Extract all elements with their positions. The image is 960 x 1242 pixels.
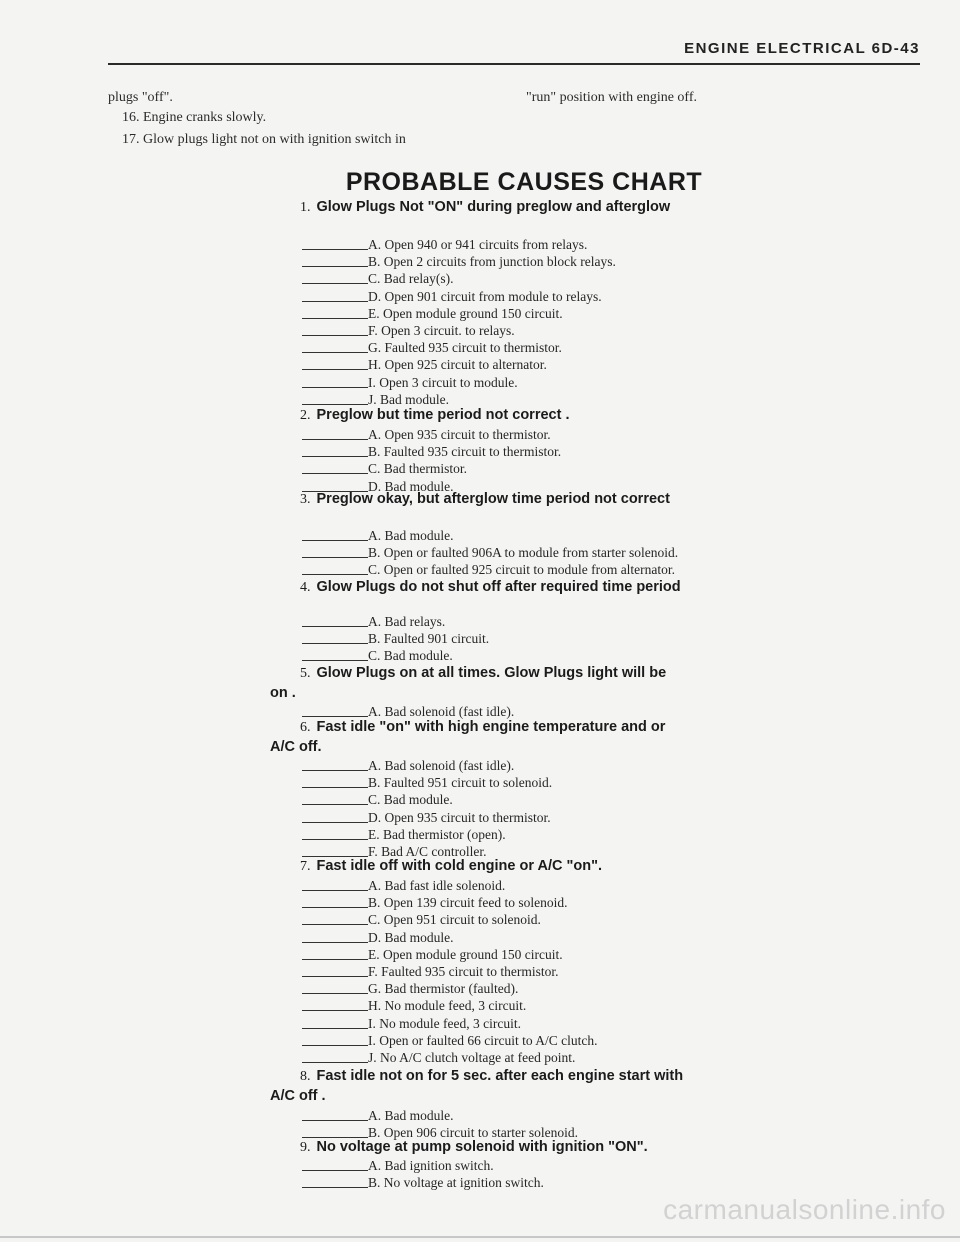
cause-item [302,561,675,578]
check-blank[interactable] [302,963,368,977]
check-blank[interactable] [302,997,368,1011]
section-heading [300,718,750,737]
cause-item-text: C. Open or faulted 925 circuit to module from alternator. [368,562,676,577]
cause-item [302,443,561,460]
section-heading [300,1067,750,1086]
section-heading-text: Glow Plugs Not "ON" during preglow and afterglow [316,199,671,215]
cause-item-text: F. Bad A/C controller. [368,844,487,859]
check-blank[interactable] [302,391,368,405]
cause-item-text: C. Bad relay(s). [368,271,454,286]
cause-item-text: G. Faulted 935 circuit to thermistor. [368,340,562,355]
section-heading-text: Glow Plugs on at all times. Glow Plugs light will be [316,665,667,681]
check-blank[interactable] [302,1107,368,1121]
check-blank[interactable] [302,929,368,943]
cause-item [302,647,453,664]
cause-item [302,826,506,843]
section-heading [300,490,750,509]
check-blank[interactable] [302,843,368,857]
cause-item [302,305,563,322]
section-heading [300,198,750,217]
cause-item-text: C. Open 951 circuit to solenoid. [368,912,541,927]
cause-item [302,1107,454,1124]
cause-item [302,963,559,980]
check-blank[interactable] [302,809,368,823]
cause-item [302,544,678,561]
cause-item [302,791,453,808]
intro-line: plugs "off". [108,90,173,105]
cause-item-text: A. Bad solenoid (fast idle). [368,758,515,773]
cause-item-text: B. Open 139 circuit feed to solenoid. [368,895,568,910]
cause-item [302,1049,575,1066]
section-heading-text: No voltage at pump solenoid with ignition "ON". [316,1139,648,1155]
intro-line: 16. Engine cranks slowly. [122,110,267,125]
cause-item [302,877,505,894]
section-heading-text: Preglow okay, but afterglow time period not correct [316,491,670,507]
section-heading-text: Glow Plugs do not shut off after required time period [316,579,681,595]
check-blank[interactable] [302,647,368,661]
check-blank[interactable] [302,877,368,891]
section-number: 8. [300,1069,311,1084]
cause-item [302,997,526,1014]
cause-item-text: B. Faulted 951 circuit to solenoid. [368,775,553,790]
cause-item [302,288,602,305]
cause-item-text: E. Open module ground 150 circuit. [368,306,563,321]
cause-item-text: H. Open 925 circuit to alternator. [368,357,547,372]
check-blank[interactable] [302,544,368,558]
cause-item-text: A. Bad module. [368,528,454,543]
cause-item-text: A. Bad module. [368,1108,454,1123]
cause-item [302,774,552,791]
section-number: 9. [300,1140,311,1155]
cause-item-text: F. Faulted 935 circuit to thermistor. [368,964,559,979]
check-blank[interactable] [302,1124,368,1138]
cause-item [302,426,551,443]
cause-item-text: B. Open 906 circuit to starter solenoid. [368,1125,578,1140]
cause-item-text: F. Open 3 circuit. to relays. [368,323,515,338]
check-blank[interactable] [302,288,368,302]
check-blank[interactable] [302,426,368,440]
check-blank[interactable] [302,1174,368,1188]
check-blank[interactable] [302,894,368,908]
cause-item-text: A. Bad ignition switch. [368,1158,494,1173]
check-blank[interactable] [302,980,368,994]
cause-item-text: C. Bad module. [368,792,453,807]
cause-item-text: E. Open module ground 150 circuit. [368,947,563,962]
check-blank[interactable] [302,305,368,319]
cause-item [302,613,445,630]
cause-item-text: A. Open 935 circuit to thermistor. [368,427,551,442]
check-blank[interactable] [302,1015,368,1029]
cause-item-text: J. Bad module. [368,392,449,407]
cause-item [302,1174,544,1191]
section-heading-continuation: A/C off . [270,1088,326,1104]
section-heading-continuation: A/C off. [270,739,322,755]
section-heading [300,1138,750,1157]
check-blank[interactable] [302,774,368,788]
cause-item [302,236,587,253]
section-heading-text: Preglow but time period not correct . [316,407,570,423]
section-heading-text: Fast idle off with cold engine or A/C "on". [316,858,602,874]
cause-item [302,911,541,928]
cause-item-text: A. Bad solenoid (fast idle). [368,704,515,719]
section-heading [300,664,750,683]
cause-item-text: A. Open 940 or 941 circuits from relays. [368,237,588,252]
check-blank[interactable] [302,339,368,353]
cause-item [302,757,514,774]
section-heading [300,406,750,425]
check-blank[interactable] [302,791,368,805]
cause-item-text: B. Faulted 935 circuit to thermistor. [368,444,562,459]
cause-item-text: E. Bad thermistor (open). [368,827,506,842]
check-blank[interactable] [302,703,368,717]
cause-item-text: B. Open 2 circuits from junction block relays. [368,254,616,269]
cause-item [302,980,518,997]
check-blank[interactable] [302,826,368,840]
cause-item [302,460,467,477]
cause-item [302,253,616,270]
cause-item-text: H. No module feed, 3 circuit. [368,998,527,1013]
cause-item-text: D. Bad module. [368,479,454,494]
cause-item [302,929,454,946]
check-blank[interactable] [302,1049,368,1063]
check-blank[interactable] [302,1157,368,1171]
check-blank[interactable] [302,1032,368,1046]
running-head: ENGINE ELECTRICAL 6D-43 [684,40,920,57]
cause-item-text: I. No module feed, 3 circuit. [368,1016,521,1031]
cause-item [302,1015,521,1032]
check-blank[interactable] [302,561,368,575]
cause-item-text: I. Open 3 circuit to module. [368,375,518,390]
cause-item-text: D. Bad module. [368,930,454,945]
cause-item-text: A. Bad fast idle solenoid. [368,878,506,893]
cause-item-text: A. Bad relays. [368,614,446,629]
section-heading-text: Fast idle "on" with high engine temperature and or [316,719,666,735]
cause-item-text: D. Open 901 circuit from module to relays. [368,289,602,304]
check-blank[interactable] [302,270,368,284]
section-heading-continuation: on . [270,685,296,701]
cause-item-text: B. No voltage at ignition switch. [368,1175,544,1190]
cause-item-text: J. No A/C clutch voltage at feed point. [368,1050,576,1065]
check-blank[interactable] [302,356,368,370]
section-number: 6. [300,720,311,735]
check-blank[interactable] [302,374,368,388]
cause-item [302,339,562,356]
chart-title: PROBABLE CAUSES CHART [345,168,703,196]
section-number: 4. [300,580,311,595]
section-number: 2. [300,408,311,423]
section-number: 7. [300,859,311,874]
cause-item-text: I. Open or faulted 66 circuit to A/C clutch. [368,1033,598,1048]
cause-item [302,356,547,373]
section-heading [300,857,750,876]
check-blank[interactable] [302,946,368,960]
cause-item [302,630,489,647]
cause-item [302,1032,597,1049]
cause-item [302,894,567,911]
cause-item [302,946,563,963]
check-blank[interactable] [302,911,368,925]
section-heading-text: Fast idle not on for 5 sec. after each engine start with [316,1068,684,1084]
header-rule [108,63,920,65]
cause-item [302,527,454,544]
cause-item-text: C. Bad thermistor. [368,461,467,476]
check-blank[interactable] [302,443,368,457]
watermark: carmanualsonline.info [663,1194,946,1225]
section-number: 3. [300,492,311,507]
cause-item [302,270,453,287]
check-blank[interactable] [302,322,368,336]
check-blank[interactable] [302,460,368,474]
section-heading [300,578,750,597]
check-blank[interactable] [302,236,368,250]
check-blank[interactable] [302,613,368,627]
intro-line: 17. Glow plugs light not on with ignition switch in [122,132,406,147]
cause-item-text: B. Faulted 901 circuit. [368,631,490,646]
check-blank[interactable] [302,757,368,771]
intro-line: "run" position with engine off. [526,90,697,105]
cause-item [302,374,518,391]
cause-item [302,322,515,339]
check-blank[interactable] [302,253,368,267]
cause-item [302,809,551,826]
bottom-rule [0,1236,960,1238]
cause-item-text: C. Bad module. [368,648,453,663]
cause-item-text: D. Open 935 circuit to thermistor. [368,810,551,825]
cause-item-text: G. Bad thermistor (faulted). [368,981,519,996]
check-blank[interactable] [302,527,368,541]
section-number: 5. [300,666,311,681]
cause-item [302,1157,494,1174]
section-number: 1. [300,200,311,215]
check-blank[interactable] [302,630,368,644]
cause-item-text: B. Open or faulted 906A to module from starter solenoid. [368,545,679,560]
